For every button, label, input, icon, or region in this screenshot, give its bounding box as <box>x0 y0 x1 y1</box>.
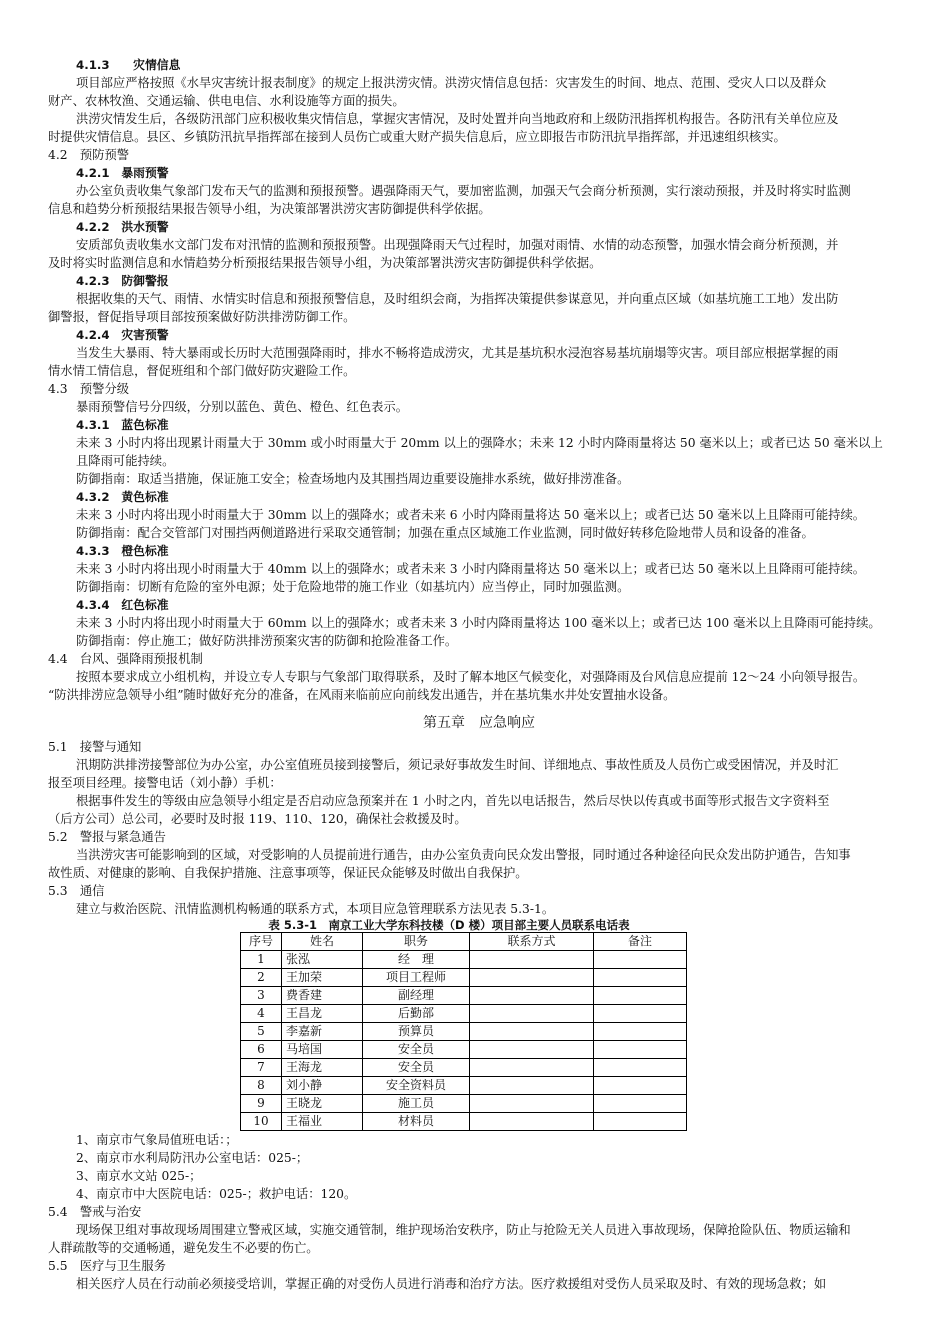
cell-name: 王福业 <box>282 1113 363 1131</box>
section-heading-4-3-4: 4.3.4 红色标准 <box>76 598 169 612</box>
cell-remarks <box>594 969 687 987</box>
defense-guide: 防御指南：停止施工；做好防洪排涝预案灾害的防御和抢险准备工作。 <box>76 634 458 648</box>
cell-remarks <box>594 1077 687 1095</box>
section-heading-4-2-3: 4.2.3 防御警报 <box>76 274 169 288</box>
paragraph: 未来 3 小时内将出现小时雨量大于 60mm 以上的强降水；或者未来 3 小时内降雨量将达 100 毫米以上；或者已达 100 毫米以上且降雨可能持续。 <box>76 616 881 630</box>
paragraph-continuation: 御警报，督促指导项目部按预案做好防洪排涝防御工作。 <box>48 310 356 324</box>
table-row <box>241 1059 687 1077</box>
cell-index: 9 <box>241 1095 282 1113</box>
paragraph-continuation: 故性质、对健康的影响、自我保护措施、注意事项等，保证民众能够及时做出自我保护。 <box>48 866 528 880</box>
section-heading-4-3: 4.3 预警分级 <box>48 382 130 396</box>
table-row <box>241 1041 687 1059</box>
cell-name: 张泓 <box>282 951 363 969</box>
section-heading-4-1-3: 4.1.3 灾情信息 <box>76 58 181 72</box>
header-cell-index: 序号 <box>241 933 282 951</box>
defense-guide: 防御指南：配合交管部门对围挡两侧道路进行采取交通管制；加强在重点区域施工作业监测，同时做好转移危险地带人员和设备的准备。 <box>76 526 814 540</box>
paragraph: 洪涝灾情发生后，各级防汛部门应积极收集灾情信息，掌握灾害情况，及时处置并向当地政府和上级防汛指挥机构报告。各防汛有关单位应及 <box>76 112 839 126</box>
header-cell-contact: 联系方式 <box>470 933 594 951</box>
cell-name: 王晓龙 <box>282 1095 363 1113</box>
cell-position: 项目工程师 <box>363 969 470 987</box>
paragraph: 根据事件发生的等级由应急领导小组定是否启动应急预案并在 1 小时之内，首先以电话报告，然后尽快以传真或书面等形式报告文字资料至 <box>76 794 830 808</box>
cell-name: 费香建 <box>282 987 363 1005</box>
cell-contact <box>470 1005 594 1023</box>
paragraph: 安质部负责收集水文部门发布对汛情的监测和预报预警。出现强降雨天气过程时，加强对雨情、水情的动态预警，加强水情会商分析预测，并 <box>76 238 839 252</box>
paragraph: 汛期防洪排涝接警部位为办公室，办公室值班员接到接警后，须记录好事故发生时间、详细地点、事故性质及人员伤亡或受困情况，并及时汇 <box>76 758 839 772</box>
cell-name: 李嘉新 <box>282 1023 363 1041</box>
cell-name: 王昌龙 <box>282 1005 363 1023</box>
cell-index: 5 <box>241 1023 282 1041</box>
table-body <box>241 951 687 1131</box>
section-heading-5-3: 5.3 通信 <box>48 884 105 898</box>
section-heading-4-3-2: 4.3.2 黄色标准 <box>76 490 169 504</box>
cell-position: 经 理 <box>363 951 470 969</box>
header-cell-position: 职务 <box>363 933 470 951</box>
paragraph-continuation: （后方公司）总公司，必要时及时报 119、110、120，确保社会救援及时。 <box>48 812 467 826</box>
table-row <box>241 1113 687 1131</box>
section-heading-4-2-2: 4.2.2 洪水预警 <box>76 220 169 234</box>
document-page <box>48 56 910 1293</box>
cell-remarks <box>594 1113 687 1131</box>
cell-position: 施工员 <box>363 1095 470 1113</box>
table-row <box>241 1023 687 1041</box>
cell-position: 安全员 <box>363 1059 470 1077</box>
table-row <box>241 969 687 987</box>
section-heading-4-2-1: 4.2.1 暴雨预警 <box>76 166 169 180</box>
cell-contact <box>470 951 594 969</box>
cell-position: 副经理 <box>363 987 470 1005</box>
section-heading-4-3-3: 4.3.3 橙色标准 <box>76 544 169 558</box>
table-row <box>241 1077 687 1095</box>
paragraph: 未来 3 小时内将出现小时雨量大于 40mm 以上的强降水；或者未来 3 小时内降雨量将达 50 毫米以上；或者已达 50 毫米以上且降雨可能持续。 <box>76 562 866 576</box>
cell-remarks <box>594 1059 687 1077</box>
cell-index: 10 <box>241 1113 282 1131</box>
section-heading-5-1: 5.1 接警与通知 <box>48 740 142 754</box>
cell-name: 刘小静 <box>282 1077 363 1095</box>
paragraph: 根据收集的天气、雨情、水情实时信息和预报预警信息，及时组织会商，为指挥决策提供参谋意见，并向重点区域（如基坑施工工地）发出防 <box>76 292 839 306</box>
paragraph-continuation: “防洪排涝应急领导小组”随时做好充分的准备，在风雨来临前应向前线发出通告，并在基坑集水井处安置抽水设备。 <box>48 688 676 702</box>
cell-index: 4 <box>241 1005 282 1023</box>
paragraph-continuation: 人群疏散等的交通畅通，避免发生不必要的伤亡。 <box>48 1241 319 1255</box>
cell-remarks <box>594 987 687 1005</box>
paragraph: 现场保卫组对事故现场周围建立警戒区域，实施交通管制，维护现场治安秩序，防止与抢险无关人员进入事故现场，保障抢险队伍、物质运输和 <box>76 1223 851 1237</box>
cell-index: 8 <box>241 1077 282 1095</box>
cell-contact <box>470 1095 594 1113</box>
defense-guide: 防御指南：取适当措施，保证施工安全；检查场地内及其围挡周边重要设施排水系统，做好排涝准备。 <box>76 472 630 486</box>
paragraph-continuation: 情水情工情信息，督促班组和个部门做好防灾避险工作。 <box>48 364 356 378</box>
table-row <box>241 987 687 1005</box>
table-row <box>241 951 687 969</box>
paragraph-continuation: 及时将实时监测信息和水情趋势分析预报结果报告领导小组，为决策部署洪涝灾害防御提供科学依据。 <box>48 256 602 270</box>
cell-position: 后勤部 <box>363 1005 470 1023</box>
paragraph-continuation: 信息和趋势分析预报结果报告领导小组，为决策部署洪涝灾害防御提供科学依据。 <box>48 202 491 216</box>
cell-remarks <box>594 1041 687 1059</box>
paragraph: 建立与救治医院、汛情监测机构畅通的联系方式，本项目应急管理联系方法见表 5.3-1。 <box>76 902 555 916</box>
cell-contact <box>470 987 594 1005</box>
cell-remarks <box>594 951 687 969</box>
cell-position: 材料员 <box>363 1113 470 1131</box>
cell-contact <box>470 1059 594 1077</box>
table-row <box>241 1005 687 1023</box>
section-heading-4-4: 4.4 台风、强降雨预报机制 <box>48 652 203 666</box>
phone-list-item: 2、南京市水利局防汛办公室电话：025-； <box>76 1151 309 1165</box>
cell-remarks <box>594 1023 687 1041</box>
paragraph: 办公室负责收集气象部门发布天气的监测和预报预警。遇强降雨天气，要加密监测，加强天气会商分析预测，实行滚动预报，并及时将实时监测 <box>76 184 851 198</box>
cell-contact <box>470 969 594 987</box>
chapter-title: 第五章 应急响应 <box>423 715 535 731</box>
section-heading-4-2: 4.2 预防预警 <box>48 148 130 162</box>
cell-index: 1 <box>241 951 282 969</box>
cell-contact <box>470 1023 594 1041</box>
table-header-row <box>241 933 687 951</box>
paragraph-continuation: 且降雨可能持续。 <box>76 454 175 468</box>
paragraph: 按照本要求成立小组机构，并设立专人专职与气象部门取得联系，及时了解本地区气候变化，对强降雨及台风信息应提前 12～24 小向领导报告。 <box>76 670 866 684</box>
cell-position: 预算员 <box>363 1023 470 1041</box>
contact-table <box>240 932 687 1131</box>
section-heading-4-3-1: 4.3.1 蓝色标准 <box>76 418 169 432</box>
cell-contact <box>470 1041 594 1059</box>
paragraph: 相关医疗人员在行动前必须接受培训，掌握正确的对受伤人员进行消毒和治疗方法。医疗救援组对受伤人员采取及时、有效的现场急救；如 <box>76 1277 827 1291</box>
header-cell-remarks: 备注 <box>594 933 687 951</box>
phone-list-item: 3、南京水文站 025-； <box>76 1169 202 1183</box>
cell-index: 3 <box>241 987 282 1005</box>
cell-position: 安全资料员 <box>363 1077 470 1095</box>
cell-name: 马培国 <box>282 1041 363 1059</box>
section-heading-5-4: 5.4 警戒与治安 <box>48 1205 142 1219</box>
phone-list-item: 4、南京市中大医院电话：025-；救护电话：120。 <box>76 1187 357 1201</box>
table-caption: 表 5.3-1 南京工业大学东科技楼（D 楼）项目部主要人员联系电话表 <box>268 918 630 932</box>
table-row <box>241 1095 687 1113</box>
header-cell-name: 姓名 <box>282 933 363 951</box>
paragraph: 暴雨预警信号分四级，分别以蓝色、黄色、橙色、红色表示。 <box>76 400 409 414</box>
cell-index: 7 <box>241 1059 282 1077</box>
paragraph-continuation: 时提供灾情信息。县区、乡镇防汛抗旱指挥部在接到人员伤亡或重大财产损失信息后，应立即报告市防汛抗旱指挥部，并迅速组织核实。 <box>48 130 786 144</box>
paragraph-continuation: 财产、农林牧渔、交通运输、供电电信、水利设施等方面的损失。 <box>48 94 405 108</box>
section-heading-5-5: 5.5 医疗与卫生服务 <box>48 1259 166 1273</box>
cell-contact <box>470 1077 594 1095</box>
paragraph-continuation: 报至项目经理。接警电话（刘小静）手机： <box>48 776 282 790</box>
cell-name: 王加荣 <box>282 969 363 987</box>
cell-name: 王海龙 <box>282 1059 363 1077</box>
cell-remarks <box>594 1005 687 1023</box>
defense-guide: 防御指南：切断有危险的室外电源；处于危险地带的施工作业（如基坑内）应当停止，同时加强监测。 <box>76 580 630 594</box>
cell-remarks <box>594 1095 687 1113</box>
section-heading-4-2-4: 4.2.4 灾害预警 <box>76 328 169 342</box>
cell-index: 6 <box>241 1041 282 1059</box>
paragraph: 未来 3 小时内将出现累计雨量大于 30mm 或小时雨量大于 20mm 以上的强降水；未来 12 小时内降雨量将达 50 毫米以上；或者已达 50 毫米以上 <box>76 436 883 450</box>
phone-list-item: 1、南京市气象局值班电话：； <box>76 1133 238 1147</box>
paragraph: 当洪涝灾害可能影响到的区域，对受影响的人员提前进行通告，由办公室负责向民众发出警报，同时通过各种途径向民众发出防护通告，告知事 <box>76 848 851 862</box>
paragraph: 当发生大暴雨、特大暴雨或长历时大范围强降雨时，排水不畅将造成涝灾，尤其是基坑积水浸泡容易基坑崩塌等灾害。项目部应根据掌握的雨 <box>76 346 839 360</box>
cell-position: 安全员 <box>363 1041 470 1059</box>
cell-index: 2 <box>241 969 282 987</box>
cell-contact <box>470 1113 594 1131</box>
section-heading-5-2: 5.2 警报与紧急通告 <box>48 830 166 844</box>
paragraph: 项目部应严格按照《水旱灾害统计报表制度》的规定上报洪涝灾情。洪涝灾情信息包括：灾害发生的时间、地点、范围、受灾人口以及群众 <box>76 76 827 90</box>
paragraph: 未来 3 小时内将出现小时雨量大于 30mm 以上的强降水；或者未来 6 小时内降雨量将达 50 毫米以上；或者已达 50 毫米以上且降雨可能持续。 <box>76 508 866 522</box>
